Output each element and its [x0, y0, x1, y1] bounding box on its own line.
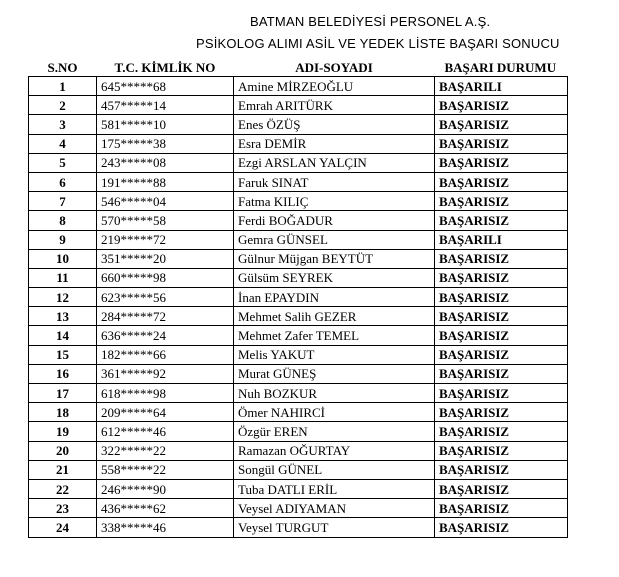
- cell-name: Veysel ADIYAMAN: [234, 499, 435, 518]
- table-row: [29, 479, 568, 498]
- cell-name: Özgür EREN: [234, 422, 435, 441]
- document-title: BATMAN BELEDİYESİ PERSONEL A.Ş.: [250, 14, 491, 29]
- cell-name: Ömer NAHIRCİ: [234, 403, 435, 422]
- table-row: [29, 230, 568, 249]
- cell-sno: 12: [29, 288, 97, 307]
- cell-tc-no: 645*****68: [97, 77, 234, 96]
- cell-name: Murat GÜNEŞ: [234, 364, 435, 383]
- cell-tc-no: 660*****98: [97, 268, 234, 287]
- cell-tc-no: 361*****92: [97, 364, 234, 383]
- cell-name: Ferdi BOĞADUR: [234, 211, 435, 230]
- cell-result: BAŞARISIZ: [435, 115, 568, 134]
- cell-name: Amine MİRZEOĞLU: [234, 77, 435, 96]
- table-row: [29, 422, 568, 441]
- table-row: [29, 153, 568, 172]
- cell-name: Melis YAKUT: [234, 345, 435, 364]
- cell-sno: 13: [29, 307, 97, 326]
- cell-tc-no: 338*****46: [97, 518, 234, 537]
- cell-name: Nuh BOZKUR: [234, 384, 435, 403]
- cell-result: BAŞARISIZ: [435, 307, 568, 326]
- cell-result: BAŞARISIZ: [435, 249, 568, 268]
- cell-tc-no: 351*****20: [97, 249, 234, 268]
- cell-result: BAŞARILI: [435, 77, 568, 96]
- cell-result: BAŞARISIZ: [435, 288, 568, 307]
- cell-name: Gülsüm SEYREK: [234, 268, 435, 287]
- results-table: [28, 60, 568, 538]
- document-subtitle: PSİKOLOG ALIMI ASİL VE YEDEK LİSTE BAŞARI SONUCU: [196, 36, 560, 51]
- cell-tc-no: 175*****38: [97, 134, 234, 153]
- column-header-name: ADI-SOYADI: [295, 60, 373, 75]
- cell-sno: 16: [29, 364, 97, 383]
- cell-result: BAŞARISIZ: [435, 364, 568, 383]
- cell-result: BAŞARISIZ: [435, 441, 568, 460]
- cell-tc-no: 243*****08: [97, 153, 234, 172]
- cell-sno: 3: [29, 115, 97, 134]
- cell-tc-no: 182*****66: [97, 345, 234, 364]
- cell-sno: 23: [29, 499, 97, 518]
- cell-result: BAŞARISIZ: [435, 268, 568, 287]
- table-row: [29, 384, 568, 403]
- table-row: [29, 326, 568, 345]
- cell-tc-no: 581*****10: [97, 115, 234, 134]
- cell-result: BAŞARISIZ: [435, 153, 568, 172]
- table-row: [29, 345, 568, 364]
- cell-result: BAŞARISIZ: [435, 211, 568, 230]
- cell-sno: 19: [29, 422, 97, 441]
- cell-name: Gülnur Müjgan BEYTÜT: [234, 249, 435, 268]
- cell-sno: 10: [29, 249, 97, 268]
- column-header-result: BAŞARI DURUMU: [444, 60, 557, 75]
- table-row: [29, 249, 568, 268]
- cell-tc-no: 219*****72: [97, 230, 234, 249]
- table-row: [29, 403, 568, 422]
- cell-name: Songül GÜNEL: [234, 460, 435, 479]
- cell-tc-no: 322*****22: [97, 441, 234, 460]
- table-row: [29, 268, 568, 287]
- cell-sno: 9: [29, 230, 97, 249]
- cell-sno: 5: [29, 153, 97, 172]
- cell-sno: 17: [29, 384, 97, 403]
- cell-result: BAŞARISIZ: [435, 460, 568, 479]
- cell-tc-no: 623*****56: [97, 288, 234, 307]
- cell-result: BAŞARISIZ: [435, 384, 568, 403]
- cell-result: BAŞARISIZ: [435, 96, 568, 115]
- table-row: [29, 288, 568, 307]
- cell-sno: 24: [29, 518, 97, 537]
- cell-name: Ramazan OĞURTAY: [234, 441, 435, 460]
- cell-name: Gemra GÜNSEL: [234, 230, 435, 249]
- cell-sno: 11: [29, 268, 97, 287]
- cell-sno: 22: [29, 479, 97, 498]
- cell-tc-no: 457*****14: [97, 96, 234, 115]
- table-row: [29, 460, 568, 479]
- cell-sno: 6: [29, 172, 97, 191]
- cell-tc-no: 636*****24: [97, 326, 234, 345]
- cell-sno: 1: [29, 77, 97, 96]
- cell-tc-no: 618*****98: [97, 384, 234, 403]
- table-header-row: [29, 60, 568, 77]
- cell-tc-no: 612*****46: [97, 422, 234, 441]
- cell-name: Mehmet Salih GEZER: [234, 307, 435, 326]
- cell-result: BAŞARISIZ: [435, 172, 568, 191]
- table-row: [29, 115, 568, 134]
- cell-sno: 7: [29, 192, 97, 211]
- cell-sno: 4: [29, 134, 97, 153]
- cell-result: BAŞARILI: [435, 230, 568, 249]
- cell-tc-no: 246*****90: [97, 479, 234, 498]
- table-row: [29, 96, 568, 115]
- cell-name: Tuba DATLI ERİL: [234, 479, 435, 498]
- table-row: [29, 134, 568, 153]
- column-header-sno: S.NO: [47, 60, 78, 75]
- cell-result: BAŞARISIZ: [435, 499, 568, 518]
- cell-tc-no: 209*****64: [97, 403, 234, 422]
- cell-sno: 20: [29, 441, 97, 460]
- cell-sno: 8: [29, 211, 97, 230]
- cell-name: Emrah ARITÜRK: [234, 96, 435, 115]
- table-row: [29, 77, 568, 96]
- cell-name: Ezgi ARSLAN YALÇIN: [234, 153, 435, 172]
- cell-result: BAŞARISIZ: [435, 479, 568, 498]
- table-row: [29, 364, 568, 383]
- cell-result: BAŞARISIZ: [435, 403, 568, 422]
- cell-name: Veysel TURGUT: [234, 518, 435, 537]
- table-row: [29, 211, 568, 230]
- cell-tc-no: 191*****88: [97, 172, 234, 191]
- table-body: [29, 77, 568, 538]
- cell-sno: 2: [29, 96, 97, 115]
- table-row: [29, 192, 568, 211]
- table-row: [29, 441, 568, 460]
- cell-tc-no: 558*****22: [97, 460, 234, 479]
- cell-result: BAŞARISIZ: [435, 326, 568, 345]
- table-row: [29, 499, 568, 518]
- cell-result: BAŞARISIZ: [435, 192, 568, 211]
- table-row: [29, 518, 568, 537]
- cell-name: Faruk SINAT: [234, 172, 435, 191]
- cell-sno: 14: [29, 326, 97, 345]
- cell-name: Esra DEMİR: [234, 134, 435, 153]
- table-row: [29, 307, 568, 326]
- cell-result: BAŞARISIZ: [435, 518, 568, 537]
- cell-result: BAŞARISIZ: [435, 422, 568, 441]
- cell-result: BAŞARISIZ: [435, 134, 568, 153]
- column-header-tc: T.C. KİMLİK NO: [114, 60, 216, 75]
- cell-sno: 21: [29, 460, 97, 479]
- cell-name: Fatma KILIÇ: [234, 192, 435, 211]
- cell-result: BAŞARISIZ: [435, 345, 568, 364]
- cell-name: Enes ÖZÜŞ: [234, 115, 435, 134]
- cell-tc-no: 284*****72: [97, 307, 234, 326]
- cell-sno: 15: [29, 345, 97, 364]
- cell-name: Mehmet Zafer TEMEL: [234, 326, 435, 345]
- cell-tc-no: 546*****04: [97, 192, 234, 211]
- cell-sno: 18: [29, 403, 97, 422]
- table-row: [29, 172, 568, 191]
- cell-name: İnan EPAYDIN: [234, 288, 435, 307]
- cell-tc-no: 436*****62: [97, 499, 234, 518]
- cell-tc-no: 570*****58: [97, 211, 234, 230]
